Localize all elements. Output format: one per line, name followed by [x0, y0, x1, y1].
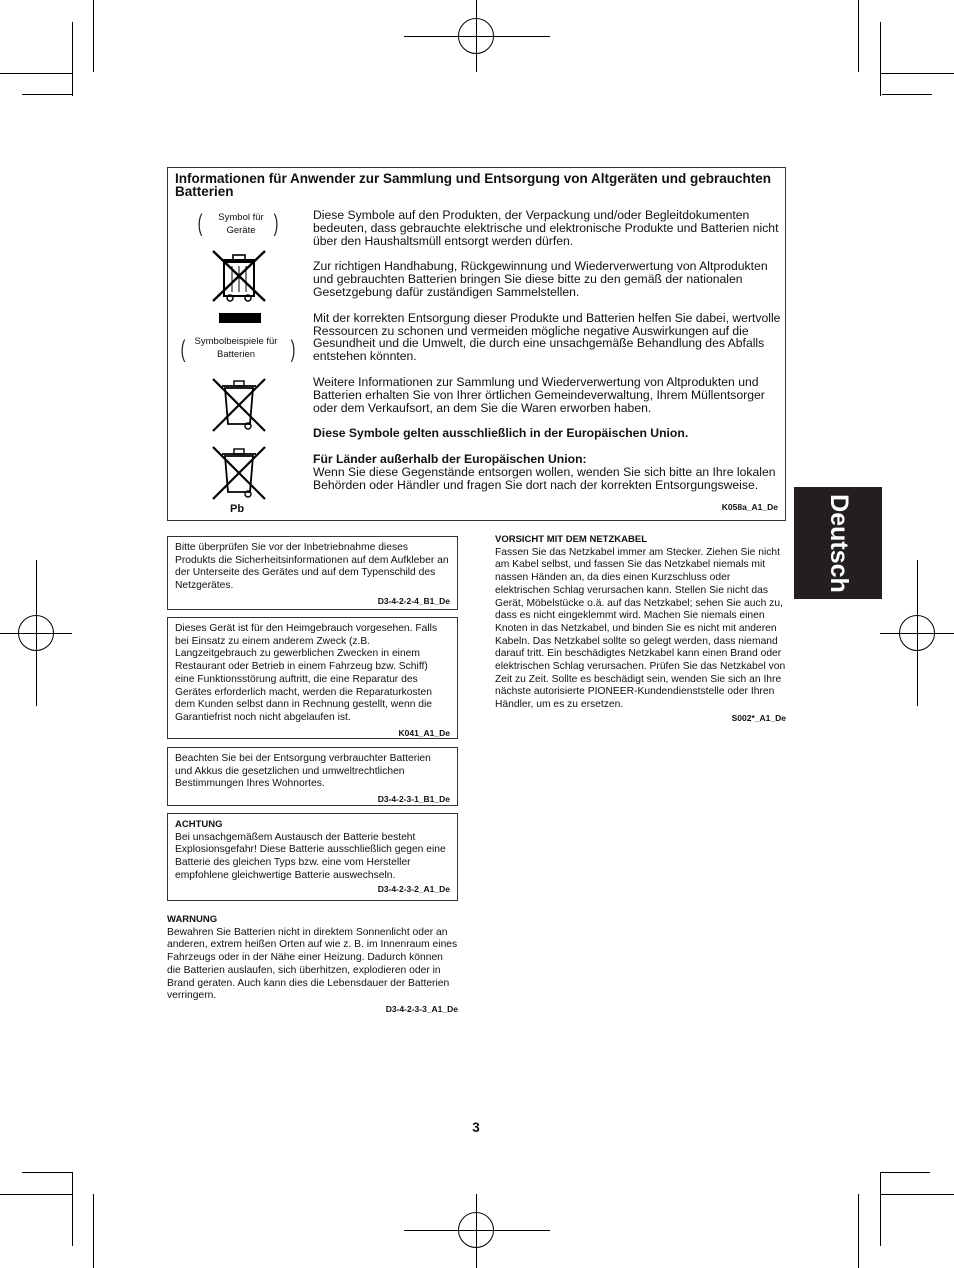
note-code: K041_A1_De: [398, 727, 450, 738]
note-code: D3-4-2-3-2_A1_De: [377, 883, 450, 894]
note-code: D3-4-2-3-1_B1_De: [377, 794, 450, 805]
weee-body: [313, 209, 783, 492]
note-heading: WARNUNG: [167, 914, 218, 925]
crossed-bin-icon-battery-pb: [210, 444, 268, 502]
paren-right-2: ): [290, 336, 296, 363]
weee-non-eu-text: Wenn Sie diese Gegenstände entsorgen wollen, wenden Sie sich bitte an Ihre lokalen Behörden oder Händler und fragen Sie dort nach der korrekten Entsorgungsweise.: [313, 464, 776, 492]
weee-code: K058a_A1_De: [721, 502, 778, 512]
weee-paragraph-2: Zur richtigen Handhabung, Rückgewinnung und Wiederverwertung von Altprodukten und gebrauchten Batterien bringen Sie diese bitte zu den gemäß der nationalen Gesetzgebung dafür zuständigen Sammelstellen.: [313, 259, 768, 299]
paren-right: ): [273, 210, 279, 237]
note-text: Bitte überprüfen Sie vor der Inbetriebnahme dieses Produkts die Sicherheitsinformationen auf dem Aufkleber an der Unterseite des Gerätes und auf dem Typenschild des Netzgerätes.: [175, 542, 449, 592]
note-text: Dieses Gerät ist für den Heimgebrauch vorgesehen. Falls bei Einsatz zu einem anderem Zweck (z.B. Langzeitgebrauch zu gewerblichen Zwecken in einem Restaurant oder Betrieb in einem Fahrzeug bzw. Schiff) eine Funktionsstörung auftritt, die eine Reparatur des Gerätes erforderlich macht, werden die Reparaturkosten dem Kunden selbst dann in Rechnung gestellt, wenn die Garantiefrist noch nicht abgelaufen ist.: [175, 623, 438, 723]
language-tab-label: Deutsch: [824, 493, 853, 593]
note-text: Bewahren Sie Batterien nicht in direktem Sonnenlicht oder an anderen, extrem heißen Orten auf wie z. B. im Innenraum eines Fahrzeugs oder in der Nähe einer Heizung. Dadurch können die Batterien auslaufen, sich überhitzen, explodieren oder in Brand geraten. Auch kann dies die Lebensdauer der Batterien verringern.: [167, 926, 458, 1002]
pb-label: Pb: [230, 503, 245, 515]
note-heading: VORSICHT MIT DEM NETZKABEL: [495, 534, 647, 545]
note-heading: ACHTUNG: [175, 819, 223, 830]
weee-non-eu-section: [313, 453, 783, 491]
weee-title: Informationen für Anwender zur Sammlung und Entsorgung von Altgeräten und gebrauchten Batterien: [175, 171, 772, 199]
weee-paragraph-3: Mit der korrekten Entsorgung dieser Produkte und Batterien helfen Sie dabei, wertvolle Ressourcen zu schonen und vermeiden mögliche negative Auswirkungen auf die Gesundheit und die Umwelt, die durch eine unsachgemäße Behandlung des Abfalls entstehen könnten.: [313, 310, 781, 364]
weee-info-box: [167, 167, 786, 521]
note-code: S002*_A1_De: [731, 712, 786, 723]
note-safety-label: [167, 536, 458, 610]
paren-left: (: [197, 210, 203, 237]
note-code: D3-4-2-3-3_A1_De: [385, 1003, 458, 1014]
note-battery-disposal: [167, 747, 458, 806]
language-tab: [794, 487, 882, 599]
note-text: Fassen Sie das Netzkabel immer am Stecker. Ziehen Sie nicht am Kabel selbst, und fassen Sie das Netzkabel niemals mit nassen Händen an, da dies einen Kurzschluss oder elektrischen Schlag verursachen kann. Stellen Sie nicht das Gerät, Möbelstücke o.ä. auf das Netzkabel; sehen Sie auch zu, dass es nicht eingeklemmt wird. Machen Sie niemals einen Knoten in das Netzkabel, und binden Sie es nicht mit anderen Kabeln. Das Netzkabel sollte so gelegt werden, dass niemand darauf tritt. Ein beschädigtes Netzkabel kann einen Brand oder elektrischen Schlag verursachen. Prüfen Sie das Netzkabel von Zeit zu Zeit. Sollte es beschädigt sein, wenden Sie sich an Ihre nächste autorisierte PIONEER-Kundendienststelle oder Ihren Händler, um es zu ersetzen.: [495, 546, 786, 711]
symbol-devices-label: Symbol für Geräte: [218, 212, 264, 236]
note-code: D3-4-2-2-4_B1_De: [377, 595, 450, 606]
note-text: Bei unsachgemäßem Austausch der Batterie besteht Explosionsgefahr! Diese Batterie ausschließlich gegen eine Batterie des gleichen Typs bzw. eine vom Hersteller empfohlene gleichwertige Batterie auswechseln.: [175, 831, 446, 881]
page-number: 3: [472, 1120, 480, 1135]
weee-paragraph-1: Diese Symbole auf den Produkten, der Verpackung und/oder Begleitdokumenten bedeuten, dass gebrauchte elektrische und elektronische Produkte und Batterien nicht über den Haushaltsmüll entsorgt werden dürfen.: [313, 208, 779, 248]
paren-left-2: (: [180, 336, 186, 363]
note-warnung: [167, 914, 458, 1016]
weee-eu-only-note: Diese Symbole gelten ausschließlich in der Europäischen Union.: [313, 426, 689, 441]
crossed-bin-icon-devices: [210, 248, 268, 304]
weee-non-eu-heading: Für Länder außerhalb der Europäischen Union:: [313, 452, 587, 467]
note-text: Beachten Sie bei der Entsorgung verbrauchter Batterien und Akkus die gesetzlichen und umweltrechtlichen Bestimmungen Ihres Wohnortes.: [175, 753, 431, 790]
crossed-bin-icon-battery-1: [210, 376, 268, 434]
symbol-batteries-label: Symbolbeispiele für Batterien: [194, 336, 278, 360]
note-home-use: [167, 617, 458, 739]
note-achtung: [167, 813, 458, 901]
weee-paragraph-4: Weitere Informationen zur Sammlung und Wiederverwertung von Altprodukten und Batterien erhalten Sie von Ihrer örtlichen Gemeindeverwaltung, Ihrem Müllentsorger oder dem Verkaufsort, an dem Sie die Waren erworben haben.: [313, 374, 765, 415]
note-netzkabel: [495, 534, 786, 725]
black-bar-marker: [219, 313, 261, 323]
